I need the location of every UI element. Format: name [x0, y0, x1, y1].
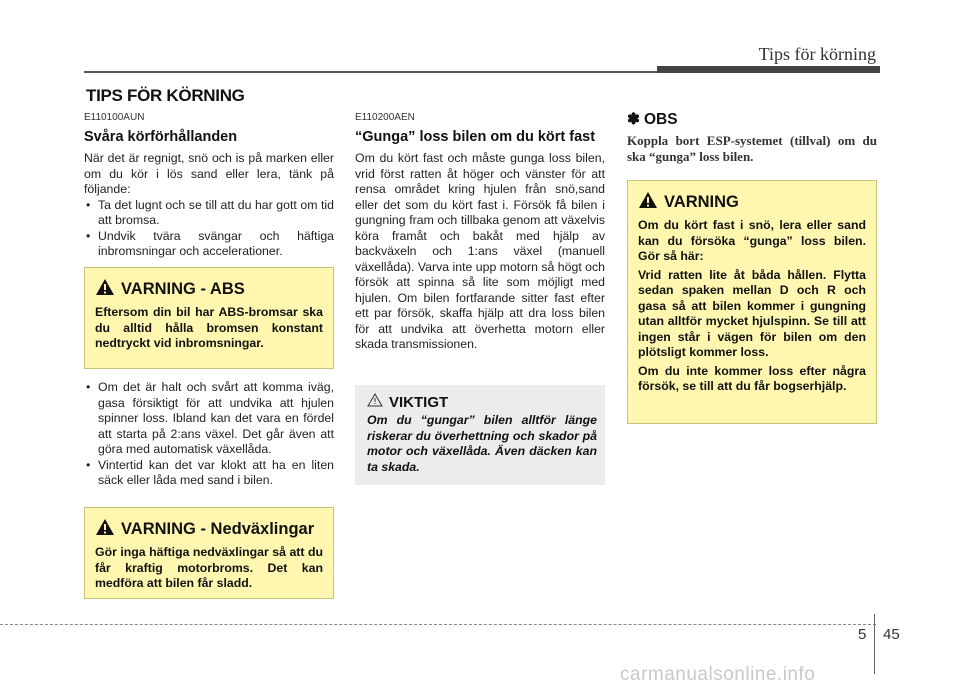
- warning-text: Gör inga häftiga nedväxlingar så att du får kraftig motorbroms. Det kan medföra att bilen får sladd.: [95, 545, 323, 590]
- warning-text: Om du kört fast i snö, lera eller sand kan du försöka “gunga” loss bilen. Gör så här:: [638, 218, 866, 263]
- warning-text: Om du inte kommer loss efter några försök, se till att du får bogserhjälp.: [638, 363, 866, 393]
- body-paragraph: Om du kört fast och måste gunga loss bilen, vrid först ratten åt höger och vänster för att rensa området kring hjulen från snö,sand eller det som du kört fast i. Försök få bilen i gungning fram och tillbaka genom att växelvis köra framåt och bakåt med hjälp av backväxeln och 1:ans växel (manuell växellåda). Varva inte upp motorn så högt och försök att spinna så lite som möjligt med hjulen. Om bilen fortfarande sitter fast efter ett par försök, skaffa hjälp att dra loss bilen för att undvika att överhetta motorn eller skada transmissionen.: [355, 151, 605, 351]
- caution-title: VIKTIGT: [389, 393, 449, 411]
- header-title: Tips för körning: [758, 44, 876, 64]
- footer-rule: [0, 624, 876, 625]
- chapter-number: 5: [858, 626, 867, 643]
- page-number: 45: [883, 626, 900, 643]
- asterisk-icon: ✽: [627, 111, 640, 128]
- caution-text: Om du “gungar” bilen alltför länge riskerar du överhettning och skador på motor och växellåda. Även däcken kan ta skada.: [367, 413, 597, 474]
- warning-triangle-icon: [95, 518, 115, 541]
- column-right: [627, 110, 877, 165]
- bullet-list: [84, 380, 334, 489]
- warning-text: Eftersom din bil har ABS-bromsar ska du alltid hålla bromsen konstant nedtryckt vid inbromsningar.: [95, 305, 323, 350]
- column-left: [84, 112, 334, 260]
- warning-title: VARNING: [664, 193, 739, 211]
- list-item: • Undvik tvära svängar och häftiga inbromsningar och accelerationer.: [86, 228, 334, 258]
- obs-heading: [627, 110, 877, 129]
- header-rule-thick: [657, 66, 880, 73]
- warning-triangle-icon: [95, 278, 115, 301]
- caution-box: [355, 385, 605, 485]
- section-code: E110200AEN: [355, 112, 415, 123]
- section-heading: “Gunga” loss bilen om du kört fast: [355, 129, 596, 145]
- obs-text: Koppla bort ESP-systemet (tillval) om du ska “gunga” loss bilen.: [627, 133, 877, 164]
- list-item: • Ta det lugnt och se till att du har gott om tid att bromsa.: [86, 197, 334, 227]
- footer-divider: [874, 614, 875, 674]
- intro-paragraph: När det är regnigt, snö och is på marken eller om du kör i lös sand eller lera, tänk på följande:: [84, 151, 334, 196]
- section-title: TIPS FÖR KÖRNING: [86, 86, 245, 105]
- list-item: • Om det är halt och svårt att komma iväg, gasa försiktigt för att undvika att hjulen spinner loss. Ibland kan det vara en fördel att starta på 2:ans växel. Det går även att göra med automatisk växellåda.: [86, 380, 334, 456]
- list-item: • Vintertid kan det var klokt att ha en liten säck eller låda med sand i bilen.: [86, 457, 334, 487]
- column-left-lower: [84, 380, 334, 489]
- obs-title: OBS: [644, 110, 678, 128]
- warning-triangle-icon: [638, 191, 658, 214]
- warning-box-rocking: [627, 180, 877, 424]
- warning-title: VARNING - Nedväxlingar: [121, 520, 315, 538]
- watermark: carmanualsonline.info: [620, 664, 816, 685]
- warning-box-abs: [84, 267, 334, 369]
- column-middle: [355, 112, 605, 353]
- warning-text: Vrid ratten lite åt båda hållen. Flytta sedan spaken mellan D och R och gasa så att bilen kommer i gungning utan alltför mycket hjulspinn. Se till att ingen står i vägen för bilen om den plötsligt kommer loss.: [638, 267, 866, 359]
- section-code: E110100AUN: [84, 112, 145, 123]
- caution-triangle-outline-icon: [367, 393, 383, 411]
- section-heading: Svåra körförhållanden: [84, 129, 238, 145]
- warning-box-downshift: [84, 507, 334, 599]
- warning-title: VARNING - ABS: [121, 280, 245, 298]
- bullet-list: [84, 198, 334, 260]
